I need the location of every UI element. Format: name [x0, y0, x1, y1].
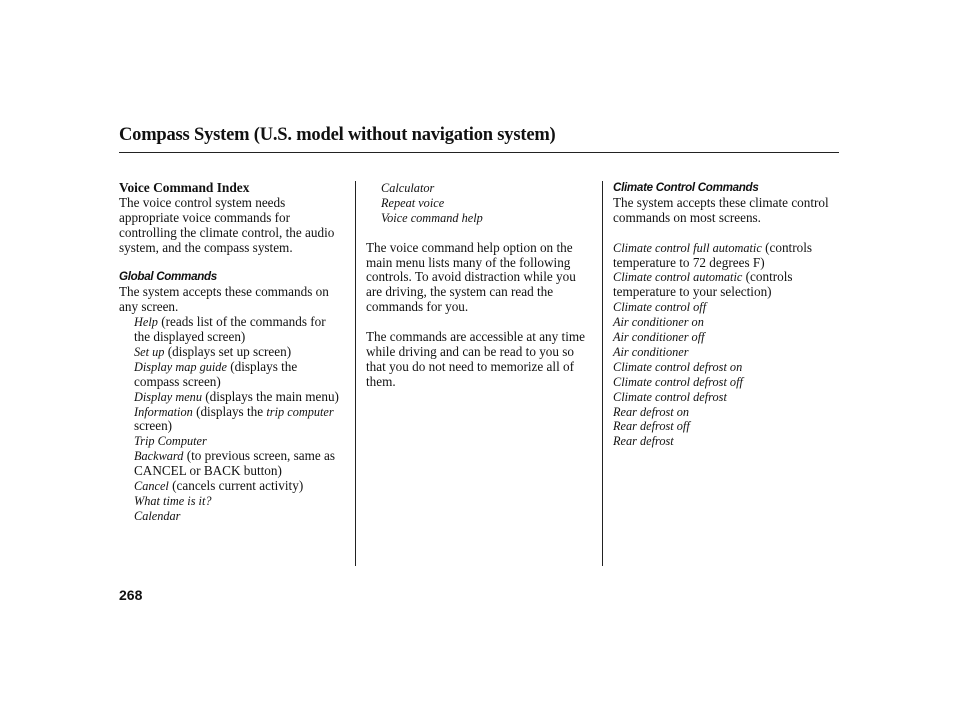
command-desc: (controls temperature to 72 degrees F): [613, 239, 812, 270]
section-heading: Voice Command Index: [119, 180, 250, 195]
subsection-heading: Climate Control Commands: [613, 181, 759, 194]
command-desc: (controls temperature to your selection): [613, 269, 793, 300]
command-name: Help: [134, 315, 158, 330]
column-right: [613, 181, 841, 449]
intro-text: The voice control system needs appropriate voice commands for controlling the climate control, the audio system, and the compass system.: [119, 194, 335, 255]
command-name: Repeat voice: [381, 195, 445, 210]
command-item: [134, 390, 341, 405]
page-title: Compass System (U.S. model without navigation system): [119, 125, 556, 145]
subsection-heading: Global Commands: [119, 270, 217, 284]
command-item: [134, 434, 341, 449]
command-item: [134, 405, 341, 435]
command-desc: screen): [134, 418, 173, 434]
command-name: Rear defrost on: [613, 404, 690, 419]
column-divider: [355, 181, 356, 566]
column-middle: [366, 181, 594, 390]
command-desc: (displays the: [192, 403, 267, 419]
intro-text: The system accepts these climate control commands on most screens.: [613, 194, 829, 225]
command-item: [134, 479, 341, 494]
command-name: Climate control defrost off: [613, 374, 743, 389]
command-name: Display menu: [134, 389, 202, 404]
command-item: [134, 315, 341, 345]
command-desc: (cancels current activity): [168, 478, 304, 494]
command-desc: (displays the main menu): [201, 388, 339, 404]
command-name: Climate control defrost: [613, 389, 727, 404]
command-name: Rear defrost off: [613, 419, 690, 434]
command-name: What time is it?: [134, 494, 212, 509]
command-name: Information: [134, 404, 193, 419]
command-item: [134, 345, 341, 360]
command-name: Display map guide: [134, 359, 227, 374]
command-name: Backward: [134, 449, 184, 464]
command-name: Climate control automatic: [613, 270, 743, 285]
command-name: Cancel: [134, 479, 169, 494]
paragraph: The voice command help option on the main menu lists many of the following controls. To avoid distraction while you are driving, the system can read the commands for you.: [366, 239, 576, 315]
command-name: Air conditioner on: [613, 315, 704, 330]
paragraph: The commands are accessible at any time while driving and can be read to you so that you do not need to memorize all of them.: [366, 329, 585, 389]
command-name: Air conditioner: [613, 344, 689, 359]
command-desc: (reads list of the commands for the displayed screen): [134, 314, 326, 345]
command-name: Climate control off: [613, 300, 707, 315]
command-name: Air conditioner off: [613, 330, 705, 345]
command-name: Trip Computer: [134, 434, 207, 449]
command-name: Calendar: [134, 508, 181, 523]
page-number: 268: [119, 587, 143, 603]
command-name: Calculator: [381, 181, 435, 195]
command-name: trip computer: [266, 404, 334, 419]
command-desc: (to previous screen, same as CANCEL or BACK button): [134, 448, 336, 479]
command-name: Voice command help: [381, 210, 483, 225]
column-divider: [602, 181, 603, 566]
command-item: [134, 509, 341, 524]
command-desc: (displays set up screen): [164, 343, 292, 359]
command-item: [134, 360, 341, 390]
command-name: Climate control full automatic: [613, 240, 762, 255]
command-name: Set up: [134, 344, 165, 359]
command-name: Climate control defrost on: [613, 359, 743, 374]
command-name: Rear defrost: [613, 434, 674, 449]
command-desc: (displays the compass screen): [134, 358, 298, 389]
global-intro: The system accepts these commands on any screen.: [119, 284, 329, 315]
command-item: [134, 494, 341, 509]
command-item: [613, 270, 841, 300]
title-rule: [119, 152, 839, 153]
command-item: [613, 241, 841, 271]
column-left: [119, 181, 341, 524]
command-item: [134, 449, 341, 479]
